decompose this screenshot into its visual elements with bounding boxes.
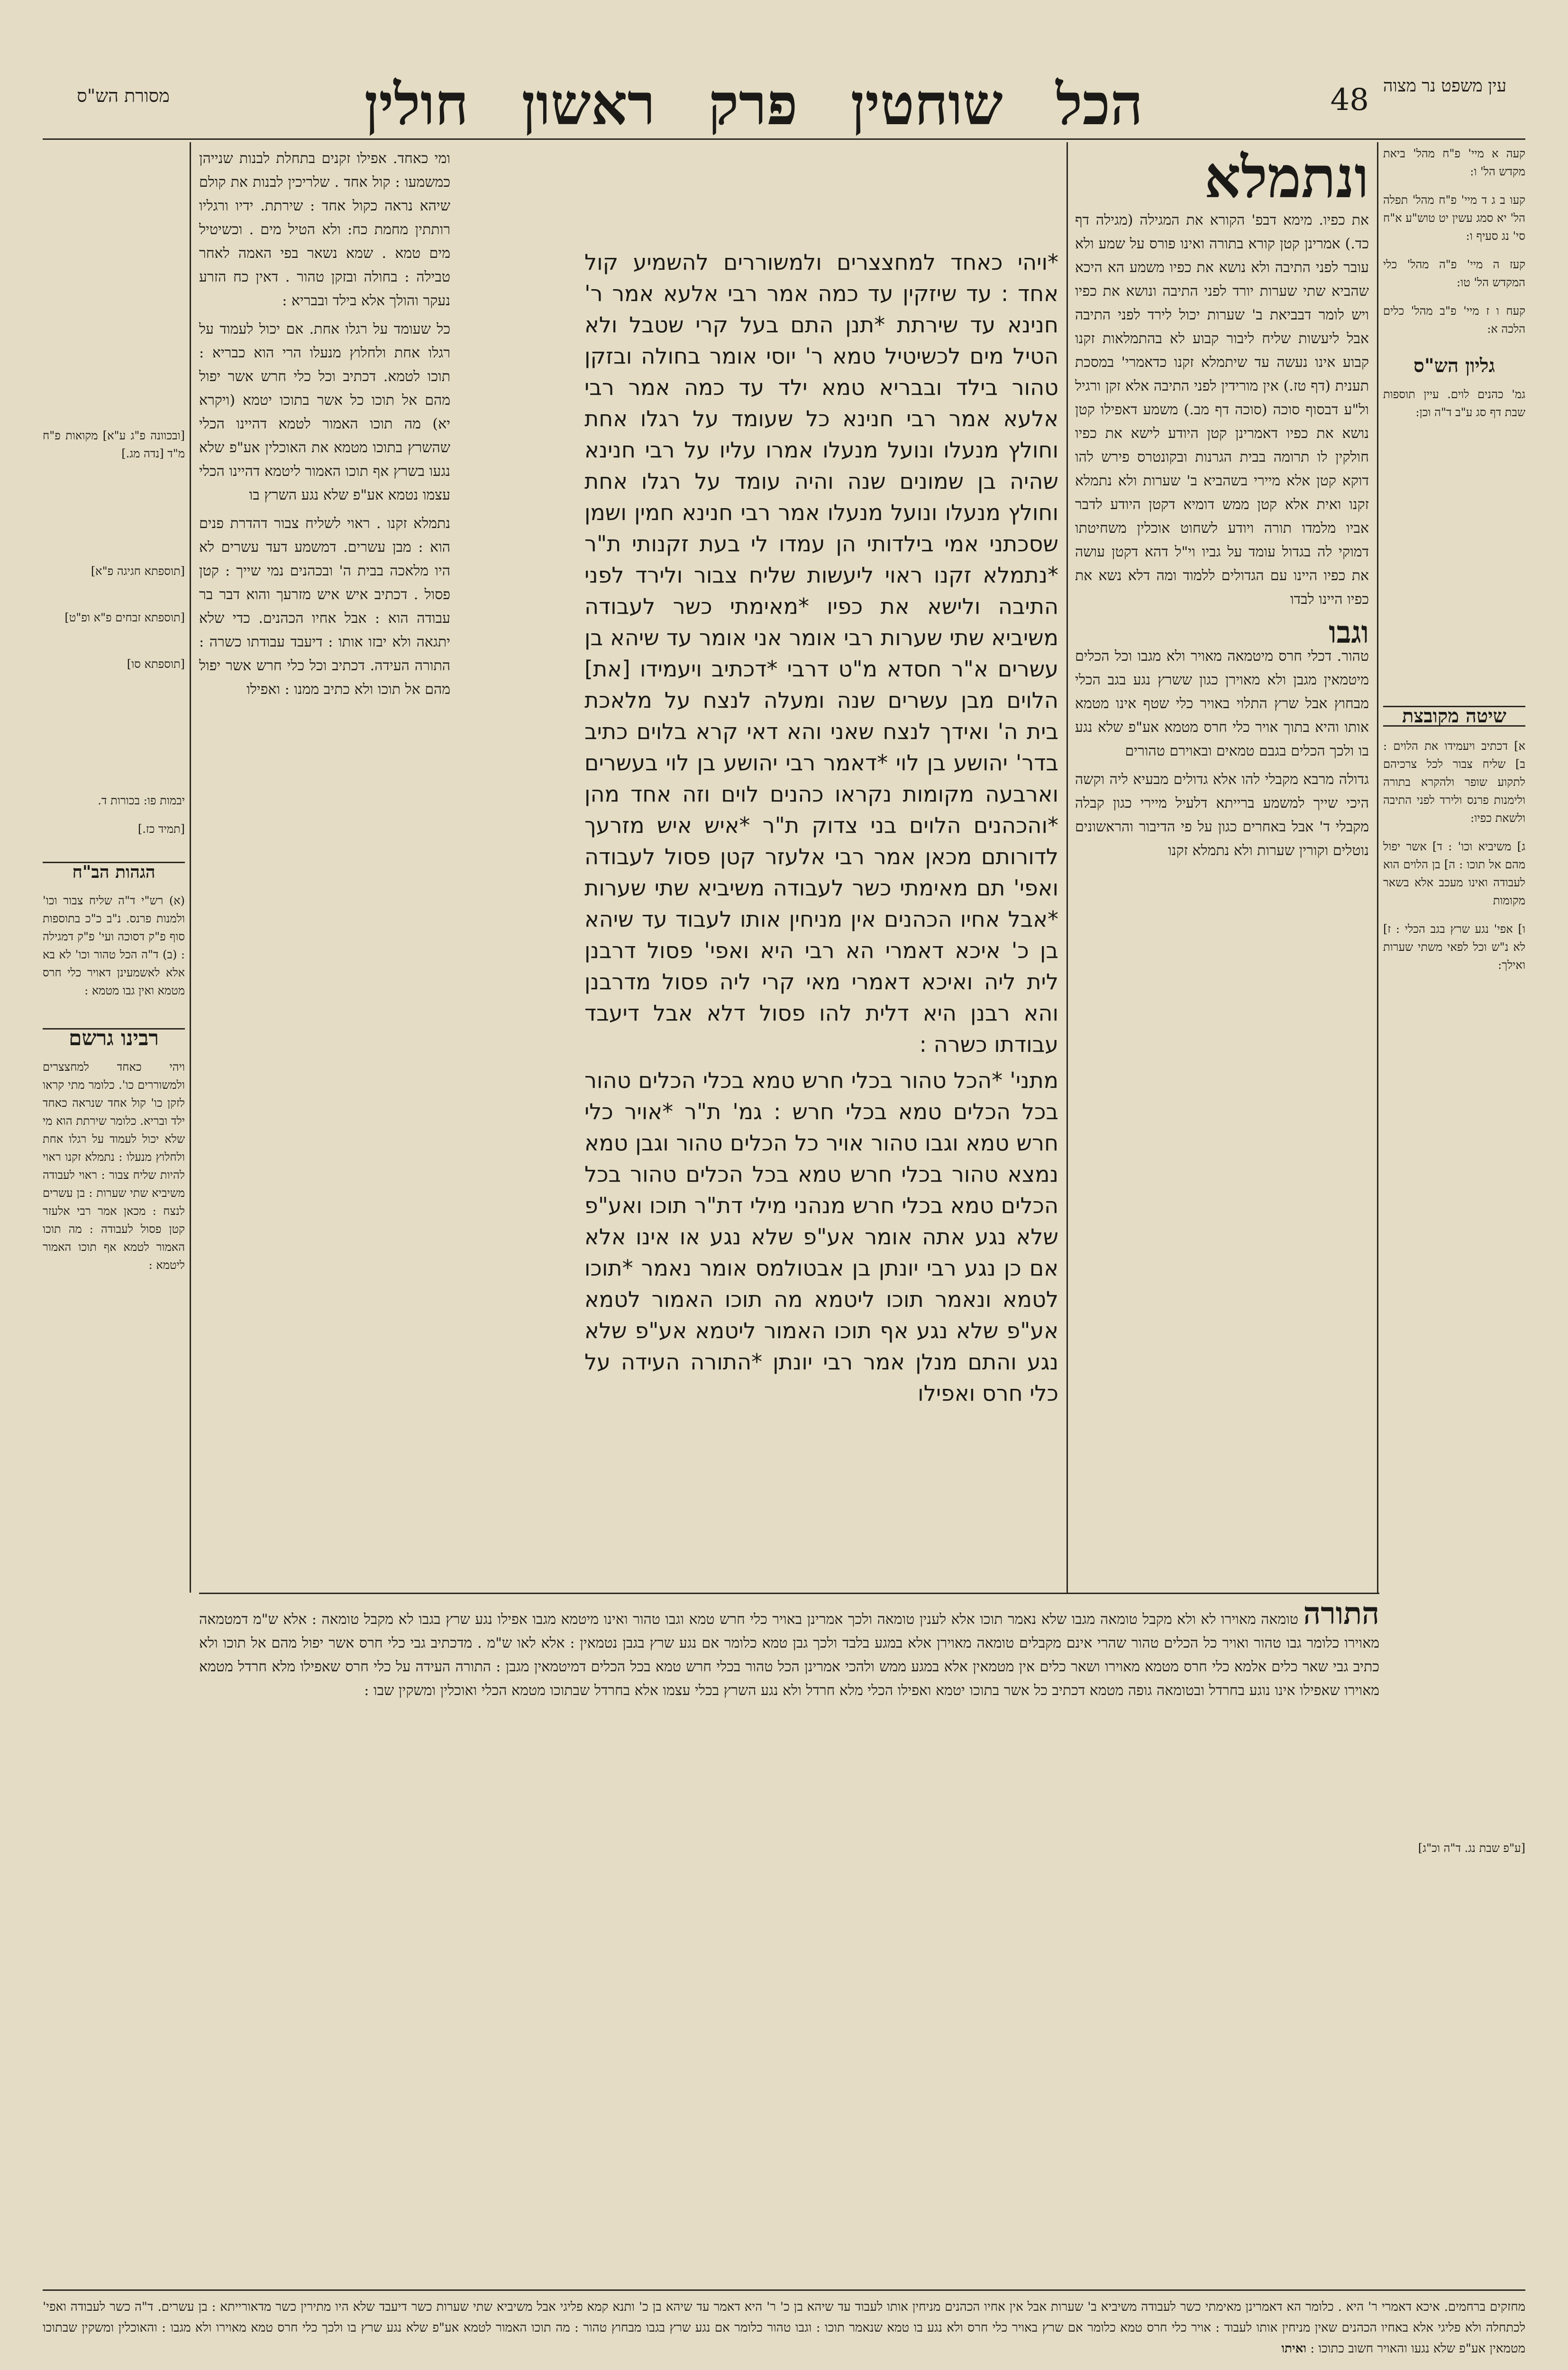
page-number: 48: [1330, 82, 1369, 118]
hagahot-note: (א) רש"י ד"ה שליח צבור וכו' ולמנות פרנס. נ"ב כ"כ בתוספות סוף פ"ק דסוכה ועי' פ"ק דמגילה : (ב) ד"ה הכל טהור וכו' לא בא אלא לאשמעינן דאויר כלי חרס מטמא ואין גבו מטמא :: [43, 894, 185, 997]
shita-heading: שיטה מקובצת: [1383, 706, 1525, 727]
masoret-note: [תוספתא זבחים פ"א ופ"ט]: [64, 611, 185, 624]
shita-note: ג] משיביא וכו' : ד] אשר יפול מהם אל תוכו : ה] בן הלוים הוא לעבודה ואינו מעכב אלא בשאר מקומות: [1383, 840, 1525, 907]
tosafot-paragraph: כל שעומד על רגלו אחת. אם יכול לעמוד על רגלו אחת ולחלוץ מנעלו הרי הוא כבריא : תוכו לטמא. דכתיב וכל כלי חרש אשר יפול מהם אל תוכו כל אשר בתוכו יטמא (ויקרא יא) מה תוכו האמור לטמא דהיינו הכלי שהשרץ בתוכו מטמא את האוכלין אע"פ שלא נגעו בשרץ אף תוכו האמור ליטמא דהיינו הכלי עצמו נטמא אע"פ שלא נגע השרץ בו: [199, 321, 450, 503]
masoret-note: יבמות פו: בכורות ד.: [98, 794, 185, 807]
rashi-paragraph: גדולה מרבא מקבלי להו אלא גדולים מבעיא ליה וקשה היכי שייך למשמע ברייתא דלעיל מיירי כגון קבלה מקבלי ד' אבל באחרים כגון על פי הדיבור והראשונים נוטלים וקורין שערות ולא נתמלא זקנו: [1075, 771, 1369, 859]
gemara-paragraph: *ויהי כאחד למחצצרים ולמשוררים להשמיע קול אחד : עד שיזקין עד כמה אמר רבי אלעא אמר ר' חנינא עד שירתת *תנן התם בעל קרי שטבל ולא הטיל מים לכשיטיל טמא ר' יוסי אומר בחולה ובזקן טהור בילד ובבריא טמא ילד עד כמה אמר רבי אלעא אמר רבי חנינא כל שעומד על רגלו אחת וחולץ מנעלו ונועל מנעלו אמרו עליו על רבי חנינא שהיה בן שמונים שנה והיה עומד על רגלו אחת וחולץ מנעלו ונועל מנעלו אמר רבי חנינא חמין ושמן שסכתני אמי בילדותי הן עמדו לי בעת זקנותי ת"ר *נתמלא זקנו ראוי ליעשות שליח צבור ולירד לפני התיבה ולישא את כפיו *מאימתי כשר לעבודה משיביא שתי שערות רבי אומר אני אומר עד שיהא בן עשרים א"ר חסדא מ"ט דרבי *דכתיב ויעמידו [את] הלוים מבן עשרים שנה ומעלה לנצח על מלאכת בית ה' ואידך לנצח שאני והא דאי קרא בלוים כתיב בדר' יהושע בן לוי *דאמר רבי יהושע בן לוי בעשרים וארבעה מקומות נקראו כהנים לוים וזה אחד מהן *והכהנים הלוים בני צדוק ת"ר *איש איש מזרעך לדורותם מכאן אמר רבי אלעזר קטן פסול לעבודה ואפי' תם מאימתי כשר לעבודה משיביא שתי שערות *אבל אחיו הכהנים אין מניחין אותו לעבוד עד שיהא בן כ' איכא דאמרי הא רבי היא ואפי' פסול דרבנן לית ליה ואיכא דאמרי מאי קרי ליה פסול מדרבנן והא רבנן היא דלית להו פסול דלא אבל דיעבד עבודתו כשרה :: [584, 249, 1058, 1057]
rashi-column: [1075, 147, 1369, 1588]
right-lower-margin: [1383, 1839, 1525, 2266]
lower-opening-word: התורה: [1303, 1602, 1379, 1632]
masoret-note: [תוספתא סו]: [127, 657, 185, 671]
shita-note: ו] אפי' נגע שרץ בגב הכלי : ז] לא נ"ש וכל לפאי משתי שערות ואילך:: [1383, 922, 1525, 972]
gemara-paragraph: מתני' *הכל טהור בכלי חרש טמא בכלי הכלים טהור בכל הכלים טמא בכלי חרש : גמ' ת"ר *אויר כלי חרש טמא וגבו טהור אויר כל הכלים טהור וגבן טמא נמצא טהור בכלי חרש טמא בכל הכלים טהור בכל הכלים טמא בכלי חרש מנהני מילי דת"ר תוכו ואע"פ שלא נגע אתה אומר אע"פ שלא נגע או אינו אלא אם כן נגע רבי יונתן בן אבטולמס אומר נאמר *תוכו לטמא ונאמר תוכו ליטמא מה תוכו האמור לטמא אע"פ שלא נגע אף תוכו האמור ליטמא אע"פ שלא נגע והתם מנלן אמר רבי יונתן *התורה העידה על כלי חרס ואפילו: [584, 1067, 1058, 1406]
gemara-column: [584, 246, 1058, 1564]
page-header: [43, 71, 1525, 137]
lower-commentary-text: טומאה מאוירו לא ולא מקבל טומאה מגבו שלא נאמר תוכו אלא לענין טומאה ולכך אמרינן באויר כלי חרש טמא וגבו טהור ואינו מיטמא מגבו אפילו נגע שרץ בגבו לא מקבל טומאה : אלא ש"מ דמטמאה מאוירו כלומר גבו טהור ואויר כל הכלים טהור שהרי אינם מקבלים טומאה מאוירן אלא במגע בלבד ולכך גבן טמא כלומר אם נגע שרץ בגבן נטמאין : אלא לאו ש"מ . מדכתיב גבי כלי חרס אשר יפול מהם אל תוכו ולא כתיב גבי שאר כלים אלמא כלי חרס מטמא מאוירו ושאר כלים אין מטמאין אלא במגע ממש ולהכי אמרינן הכל טהור בכלי חרש טמא בכל הכלים דמיטמאין מגבן : התורה העידה על כלי חרס שאפילו מלא חרדל מטמא מאוירו שאפילו אינו נוגע בחרדל ובטומאה גופה מטמא דכתיב כל אשר בתוכו יטמא ואפילו הכלי מלא חרדל ולא נגע השרץ בכלי עצמו אלא בחרדל שבתוכו מטמא הכלי ואוכלין ומשקין שבו :: [199, 1611, 1379, 1699]
ein-mishpat-note: קעו ב ג ד מיי' פ"ח מהל' תפלה הל' יא סמג עשין יט טוש"ע א"ח סי' נג סעיף ו:: [1383, 193, 1525, 243]
tosafot-paragraph: נתמלא זקנו . ראוי לשליח צבור דהדרת פנים הוא : מבן עשרים. דמשמע דעד עשרים לא היו מלאכה בבית ה' ובכהנים נמי שייך : קטן פסול . דכתיב איש איש מזרעך והוא דבר בר עבודה הוא : אבל אחיו הכהנים. כדי שלא יתגאה ולא יבזו אותו : דיעבד עבודתו כשרה : התורה העידה. דכתיב וכל כלי חרש אשר יפול מהם אל תוכו ולא כתיב ממנו : ואפילו: [199, 515, 450, 698]
hagahot-heading: הגהות הב"ח: [43, 862, 185, 881]
footer-rule: [43, 2289, 1525, 2291]
masoret-note: [ע"פ שבת נג. ד"ה וכ"ג]: [1418, 1841, 1525, 1855]
footer-text: [43, 2297, 1525, 2370]
ein-mishpat-heading: עין משפט נר מצוה: [1383, 76, 1507, 96]
shita-note: א] דכתיב ויעמידו את הלוים : ב] שליח צבור לכל צרכיהם לתקוע שופר ולהקרא בתורה ולימנות פרנס ולירד לפני התיבה ולשאת כפיו:: [1383, 739, 1525, 825]
masoret-note: [תמיד כז.]: [137, 822, 185, 836]
footer-paragraph: מחזקים ברחמים. איכא דאמרי ר' היא . כלומר הא דאמרינן מאימתי כשר לעבודה משיביא ב' שערות אבל אין אחיו הכהנים מניחין אותו לעבוד עד שיהא בן כ' ר' היא דאמר עד שיהא בן כ' ותנא קמא פליגי אבל משיביא שתי שערות כשר דיעבד שלא היו מתירין כשר מדאורייתא : בן עשרים. ד"ה כשר לעבודה ואפי' לכתחלה ולא פליגי אלא באחיו הכהנים שאין מניחין אותו לעבוד : אויר כלי חרס טמא כלומר אם שרץ באויר כלי חרס ולא נגע בו טמא שנאמר תוכו : וגבו טהור כלומר אם נגע שרץ בגבו מבחוץ טהור : מה תוכו האמור לטמא אע"פ שלא נגע שרץ בו ולכך כלי חרס טמא מאוירו ולא מגבו : והאוכלין ומשקין שבתוכו מטמאין אע"פ שלא נגעו והאויר חשוב כתוכו :: [43, 2300, 1525, 2356]
rashi-paragraph: טהור. דכלי חרס מיטמאה מאויר ולא מגבו וכל הכלים מיטמאין מגבן ולא מאוירן כגון ששרץ נגע בגב הכלי מבחוץ אבל שרץ התלוי באויר כלי שטף אינו מטמא אותו והיא בתוך אויר כלי חרס מטמא אע"פ שלא נגע בו ולכך הכלים בגבם טמאים ובאוירם טהורים: [1075, 648, 1369, 759]
rashi-rule: [1067, 142, 1068, 1593]
gershom-heading: רבינו גרשם: [43, 1028, 185, 1048]
left-margin: [43, 156, 185, 1768]
masoret-heading: מסורת הש"ס: [77, 85, 170, 106]
lower-commentary: [199, 1602, 1379, 2280]
gershom-note: ויהי כאחד למחצצרים ולמשוררים כו'. כלומר מתי קראו לזקן כו' קול אחד שנראה כאחד ילד ובריא. כלומר שירתת הוא מי שלא יכול לעמוד על רגלו אחת ולחלוץ מנעלו : נתמלא זקנו ראוי להיות שליח צבור : ראוי לעבודה משיביא שתי שערות : בן עשרים לנצח : מכאן אמר רבי אלעזר קטן פסול לעבודה : מה תוכו האמור לטמא אף תוכו האמור ליטמא :: [43, 1060, 185, 1272]
rashi-opening-word: ונתמלא: [1204, 147, 1369, 211]
masoret-note: [תוספתא חגיגה פ"א]: [91, 565, 185, 578]
header-rule: [43, 138, 1525, 140]
right-margin-rule: [1377, 142, 1378, 1593]
running-title: הכל שוחטין פרק ראשון חולין: [364, 71, 1143, 138]
gilyon-note: גמ' כהנים לוים. עיין תוספות שבת דף סג ע"ב ד"ה וכן:: [1383, 388, 1525, 419]
catchword: ואיתו: [1281, 2342, 1307, 2356]
ein-mishpat-note: קעה א מיי' פ"ח מהל' ביאת מקדש הל' ו:: [1383, 147, 1525, 178]
lower-block-rule: [199, 1593, 1379, 1594]
gilyon-heading: גליון הש"ס: [1413, 355, 1495, 377]
ein-mishpat-note: קעז ה מיי' פ"ה מהל' כלי המקדש הל' טו:: [1383, 258, 1525, 289]
rashi-paragraph: את כפיו. מימא דבפ' הקורא את המגילה (מגילה דף כד.) אמרינן קטן קורא בתורה ואינו פורס על שמע ולא עובר לפני התיבה ולא נושא את כפיו משמע הא היכא שהביא שתי שערות יורד לפני התיבה ונושא את כפיו ויש לומר דבביאת ב' שערות יכול לירד לפני התיבה אבל ליעשות שליח ליבור קבוע לא בהתמלאות זקנו קבוע אינו נעשה עד שיתמלא זקנו כדאמרי' במסכת תענית (דף טז.) אין מורידין לפני התיבה אלא זקן ורגיל ול"ע דבסוף סוכה (סוכה דף מב.) משמע דאפילו קטן נושא את כפיו דאמרינן קטן היודע לישא את כפיו חולקין לו תרומה בבית הגרנות ובקונטרס פירש להו דוקא קטן אלא מיירי בשהביא ב' שערות ולא נתמלא זקנו ואית אלא קטן ממש דומיא דקטן היודע לדבר אביו מלמדו תורה ויודע לשחוט אוכלין משחיטתו דמוקי לה בגדול עומד על גביו וי"ל דהא דקטן עושה את כפיו היינו עם הגדולים ללמוד ומה דלא נשא את כפיו היינו לבדו: [1075, 212, 1369, 608]
masoret-note: [ובכוונה פ"ג ע"א] מקואות פ"ח מ"ד [נדה מג.]: [43, 429, 185, 460]
tosafot-paragraph: ומי כאחד. אפילו זקנים בתחלת לבנות שנייהן כמשמעו : קול אחד . שלריכין לבנות את קולם שיהא נראה כקול אחד : שירתת. ידיו ורגליו רותתין מחמת כח: ולא הטיל מים . וכשיטיל מים טמא . שמא נשאר בפי האמה לאחר טבילה : בחולה ובזקן טהור . דאין כח הזרע נעקר והולך אלא בילד ובבריא :: [199, 150, 450, 309]
rashi-lemma: וגבו: [1329, 615, 1369, 650]
ein-mishpat-note: קעח ו ז מיי' פ"ב מהל' כלים הלכה א:: [1383, 304, 1525, 336]
tosafot-column: [199, 147, 450, 1588]
right-margin: [1383, 145, 1525, 1590]
left-margin-rule: [190, 142, 191, 1593]
